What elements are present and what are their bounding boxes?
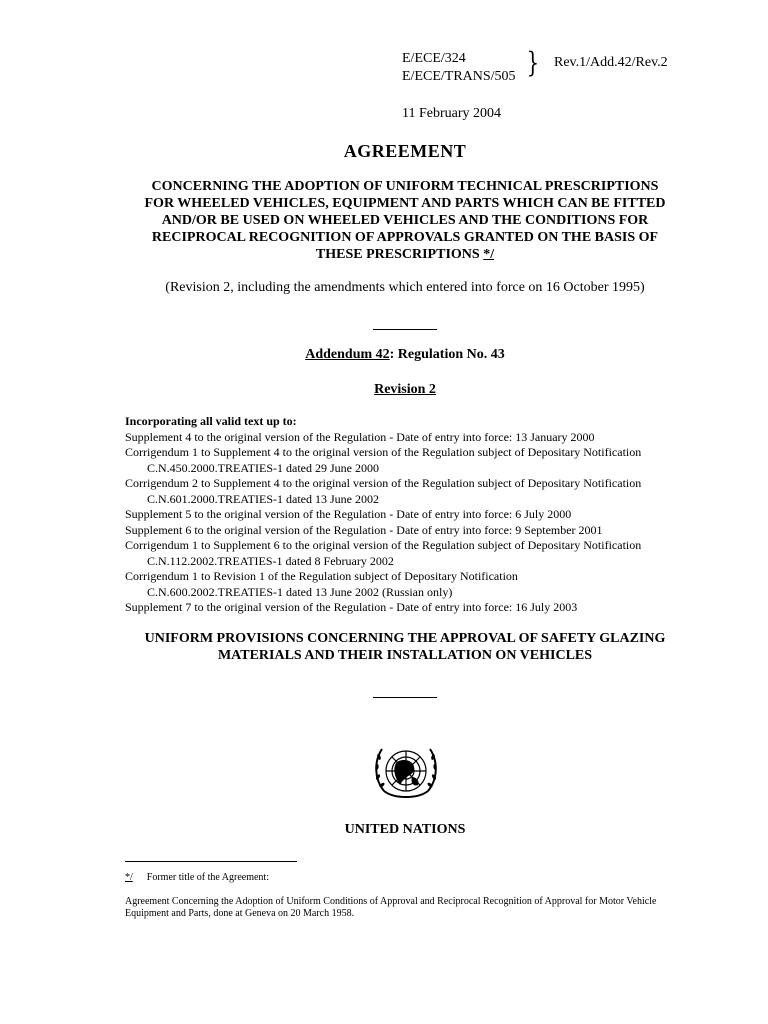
incorporated-heading: Incorporating all valid text up to: (125, 414, 297, 428)
incorporated-item: C.N.112.2002.TREATIES-1 dated 8 February 2002 (147, 553, 394, 568)
subtitle-line: RECIPROCAL RECOGNITION OF APPROVALS GRANTED ON THE BASIS OF (151, 230, 659, 245)
uniform-title-line: MATERIALS AND THEIR INSTALLATION ON VEHICLES (217, 648, 593, 663)
subtitle-line: FOR WHEELED VEHICLES, EQUIPMENT AND PARTS WHICH CAN BE FITTED (144, 196, 666, 211)
incorporated-item: Corrigendum 1 to Supplement 4 to the original version of the Regulation subject of Depositary Notification (125, 445, 642, 459)
addendum-heading (100, 347, 710, 363)
incorporated-item: Supplement 6 to the original version of the Regulation - Date of entry into force: 9 September 2001 (125, 522, 603, 537)
symbol-ece: E/ECE/324 (402, 51, 466, 66)
incorporated-item: C.N.601.2000.TREATIES-1 dated 13 June 2002 (147, 491, 379, 506)
footnote-1 (125, 872, 269, 884)
incorporated-list (125, 430, 725, 616)
subtitle-line: CONCERNING THE ADOPTION OF UNIFORM TECHNICAL PRESCRIPTIONS (151, 179, 659, 194)
brace-glyph: } (526, 46, 540, 79)
revision-note: (Revision 2, including the amendments which entered into force on 16 October 1995) (165, 280, 645, 295)
subtitle-line: AND/OR BE USED ON WHEELED VEHICLES AND THE CONDITIONS FOR (161, 213, 649, 228)
incorporated-item: Corrigendum 1 to Supplement 6 to the original version of the Regulation subject of Depositary Notification (125, 538, 642, 552)
addendum-label: Addendum 42 (305, 347, 390, 362)
incorporated-item: Supplement 7 to the original version of the Regulation - Date of entry into force: 16 July 2003 (125, 600, 578, 614)
agreement-subtitle (100, 178, 710, 263)
footnote-2: Agreement Concerning the Adoption of Uniform Conditions of Approval and Reciprocal Recognition of Approval for Motor Vehicle Equipment and Parts, done at Geneva on 20 March 1958. (125, 896, 657, 919)
footnote-reference[interactable]: */ (483, 247, 495, 262)
separator-rule (373, 697, 437, 698)
footnote-separator (125, 861, 297, 862)
footnote-text: Former title of the Agreement: (146, 872, 269, 883)
document-date: 11 February 2004 (402, 106, 502, 121)
organization-name: UNITED NATIONS (344, 822, 466, 837)
subtitle-line-text: THESE PRESCRIPTIONS (315, 247, 480, 262)
document-symbols (402, 50, 516, 86)
incorporated-item: C.N.450.2000.TREATIES-1 dated 29 June 2000 (147, 460, 379, 475)
incorporated-item: Supplement 5 to the original version of the Regulation - Date of entry into force: 6 July 2000 (125, 507, 572, 521)
regulation-number: : Regulation No. 43 (389, 347, 505, 362)
incorporated-texts (125, 414, 725, 616)
un-emblem-icon (366, 733, 446, 813)
revision-reference: Rev.1/Add.42/Rev.2 (554, 55, 668, 70)
uniform-provisions-title (100, 630, 710, 664)
separator-rule (373, 329, 437, 330)
incorporated-item: Corrigendum 1 to Revision 1 of the Regulation subject of Depositary Notification (125, 569, 518, 583)
revision-heading: Revision 2 (374, 382, 436, 397)
subtitle-line (100, 246, 710, 263)
footnote-marker: */ (125, 872, 133, 883)
incorporated-item: C.N.600.2002.TREATIES-1 dated 13 June 2002 (Russian only) (147, 584, 453, 599)
uniform-title-line: UNIFORM PROVISIONS CONCERNING THE APPROVAL OF SAFETY GLAZING (144, 631, 666, 646)
incorporated-item: Supplement 4 to the original version of the Regulation - Date of entry into force: 13 January 2000 (125, 429, 595, 444)
symbol-trans: E/ECE/TRANS/505 (402, 69, 516, 84)
incorporated-item: Corrigendum 2 to Supplement 4 to the original version of the Regulation subject of Depositary Notification (125, 476, 642, 490)
agreement-title: AGREEMENT (343, 141, 467, 161)
